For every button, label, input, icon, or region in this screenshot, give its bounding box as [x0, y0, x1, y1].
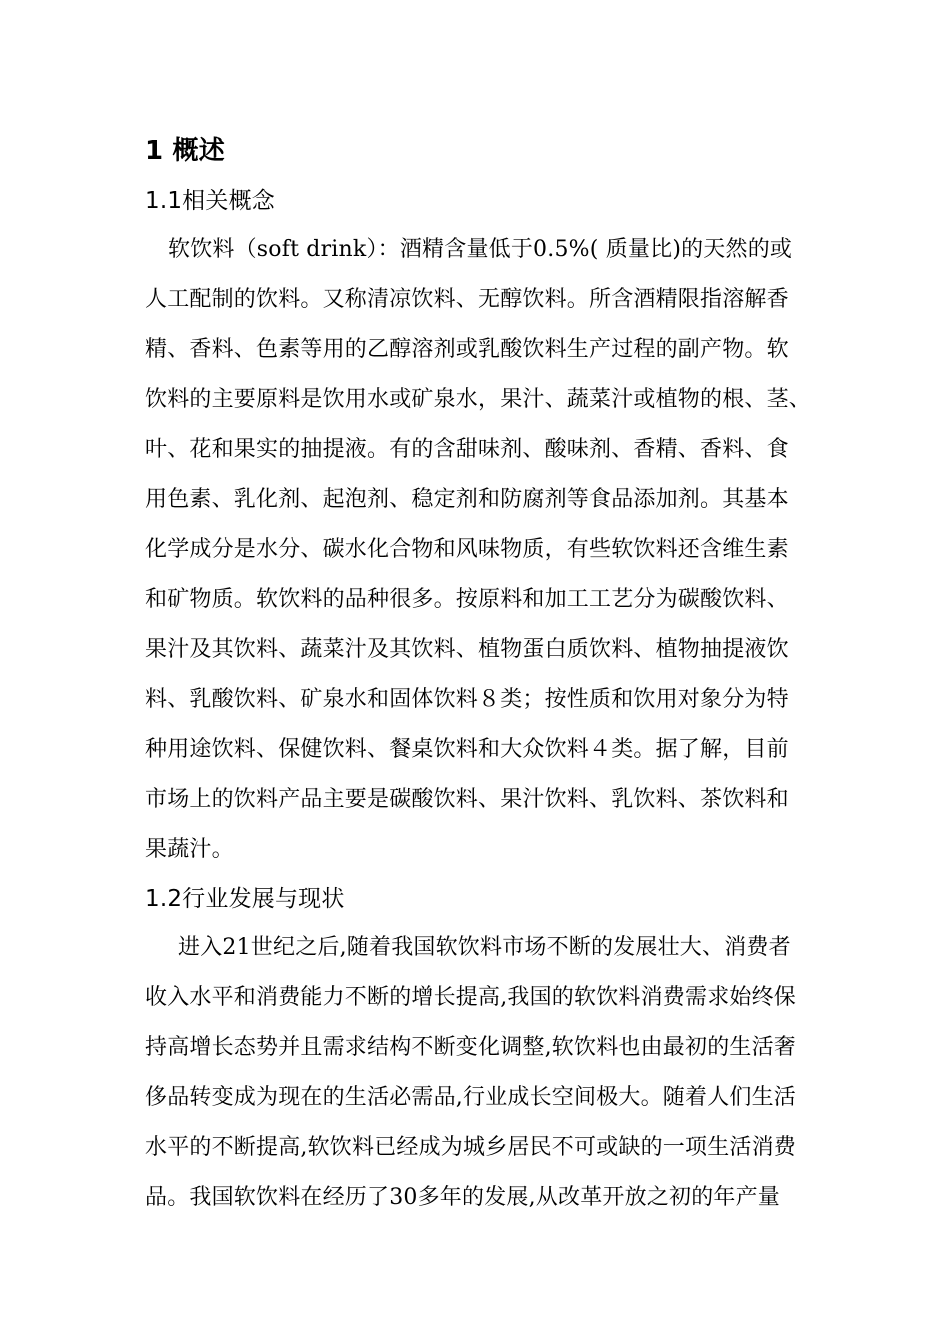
paragraph-line: 水平的不断提高,软饮料已经成为城乡居民不可或缺的一项生活消费	[145, 1135, 796, 1160]
paragraph-line: 用色素、乳化剂、起泡剂、稳定剂和防腐剂等食品添加剂。其基本	[145, 487, 789, 512]
paragraph-line: 人工配制的饮料。又称清凉饮料、无醇饮料。所含酒精限指溶解香	[145, 287, 789, 312]
paragraph-line: 果蔬汁。	[145, 837, 234, 862]
paragraph-line: 持高增长态势并且需求结构不断变化调整,软饮料也由最初的生活奢	[145, 1035, 796, 1060]
paragraph-line: 精、香料、色素等用的乙醇溶剂或乳酸饮料生产过程的副产物。软	[145, 337, 789, 362]
paragraph-line: 叶、花和果实的抽提液。有的含甜味剂、酸味剂、香精、香料、食	[145, 437, 789, 462]
paragraph-line: 和矿物质。软饮料的品种很多。按原料和加工工艺分为碳酸饮料、	[145, 587, 789, 612]
paragraph-line: 软饮料（soft drink）：酒精含量低于0.5%( 质量比)的天然的或	[168, 237, 793, 262]
paragraph-line: 化学成分是水分、碳水化合物和风味物质，有些软饮料还含维生素	[145, 537, 789, 562]
paragraph-line: 市场上的饮料产品主要是碳酸饮料、果汁饮料、乳饮料、茶饮料和	[145, 787, 789, 812]
paragraph-line: 进入21世纪之后,随着我国软饮料市场不断的发展壮大、消费者	[178, 935, 791, 960]
paragraph-line: 种用途饮料、保健饮料、餐桌饮料和大众饮料４类。据了解，目前	[145, 737, 789, 762]
paragraph-line: 收入水平和消费能力不断的增长提高,我国的软饮料消费需求始终保	[145, 985, 796, 1010]
paragraph-line: 果汁及其饮料、蔬菜汁及其饮料、植物蛋白质饮料、植物抽提液饮	[145, 637, 789, 662]
paragraph-line: 侈品转变成为现在的生活必需品,行业成长空间极大。随着人们生活	[145, 1085, 796, 1110]
heading-industry-development: 1.2行业发展与现状	[145, 886, 345, 912]
heading-related-concepts: 1.1相关概念	[145, 188, 275, 214]
paragraph-line: 料、乳酸饮料、矿泉水和固体饮料８类；按性质和饮用对象分为特	[145, 687, 789, 712]
paragraph-line: 品。我国软饮料在经历了30多年的发展,从改革开放之初的年产量	[145, 1185, 780, 1210]
heading-overview: 1 概述	[145, 136, 225, 166]
paragraph-line: 饮料的主要原料是饮用水或矿泉水，果汁、蔬菜汁或植物的根、茎、	[145, 387, 812, 412]
